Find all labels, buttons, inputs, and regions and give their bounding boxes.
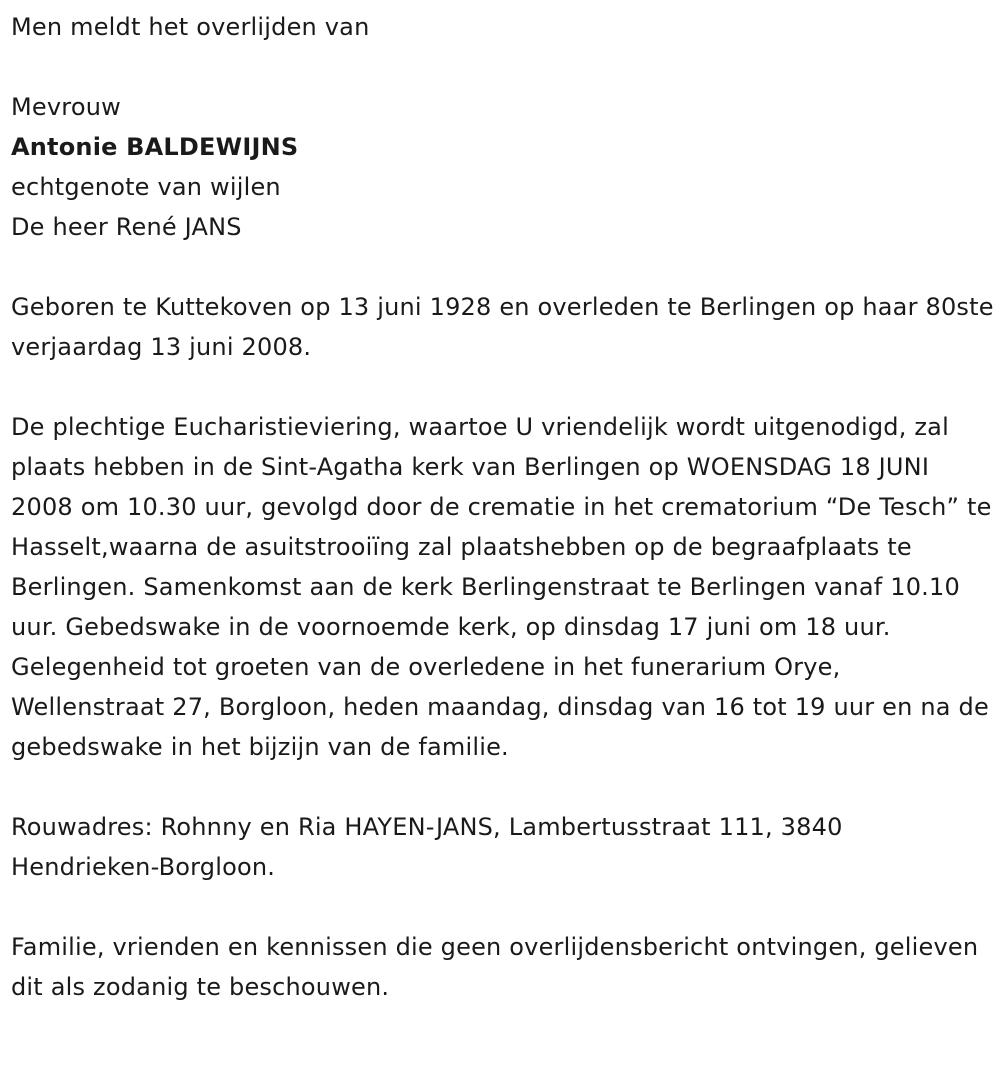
spacer — [11, 247, 990, 287]
ceremony-paragraph: De plechtige Eucharistieviering, waartoe U vriendelijk wordt uitgenodigd, zal plaats hebben in de Sint-Agatha kerk van Berlingen op WOENSDAG 18 JUNI 2008 om 10.30 uur, gevolgd door de crematie in het crematorium “De Tesch” te Hasselt,waarna de asuitstrooiïng zal plaatshebben op de begraafplaats te Berlingen. Samenkomst aan de kerk Berlingenstraat te Berlingen vanaf 10.10 uur. Gebedswake in de voornoemde kerk, op dinsdag 17 juni om 18 uur. Gelegenheid tot groeten van de overledene in het funerarium Orye, Wellenstraat 27, Borgloon, heden maandag, dinsdag van 16 tot 19 uur en na de gebedswake in het bijzijn van de familie. — [11, 413, 992, 761]
closing-paragraph: Familie, vrienden en kennissen die geen overlijdensbericht ontvingen, gelieven dit als zodanig te beschouwen. — [11, 933, 979, 1001]
spouse-name: De heer René JANS — [11, 213, 242, 241]
relation-text: echtgenote van wijlen — [11, 173, 281, 201]
spacer — [11, 47, 990, 87]
mourning-address-paragraph: Rouwadres: Rohnny en Ria HAYEN-JANS, Lambertusstraat 111, 3840 Hendrieken-Borgloon. — [11, 813, 843, 881]
spacer — [11, 887, 990, 927]
spacer — [11, 367, 990, 407]
salutation: Mevrouw — [11, 93, 121, 121]
birth-death-paragraph: Geboren te Kuttekoven op 13 juni 1928 en overleden te Berlingen op haar 80ste verjaardag 13 juni 2008. — [11, 293, 994, 361]
intro-text: Men meldt het overlijden van — [11, 13, 370, 41]
spacer — [11, 767, 990, 807]
deceased-name: Antonie BALDEWIJNS — [11, 133, 299, 161]
